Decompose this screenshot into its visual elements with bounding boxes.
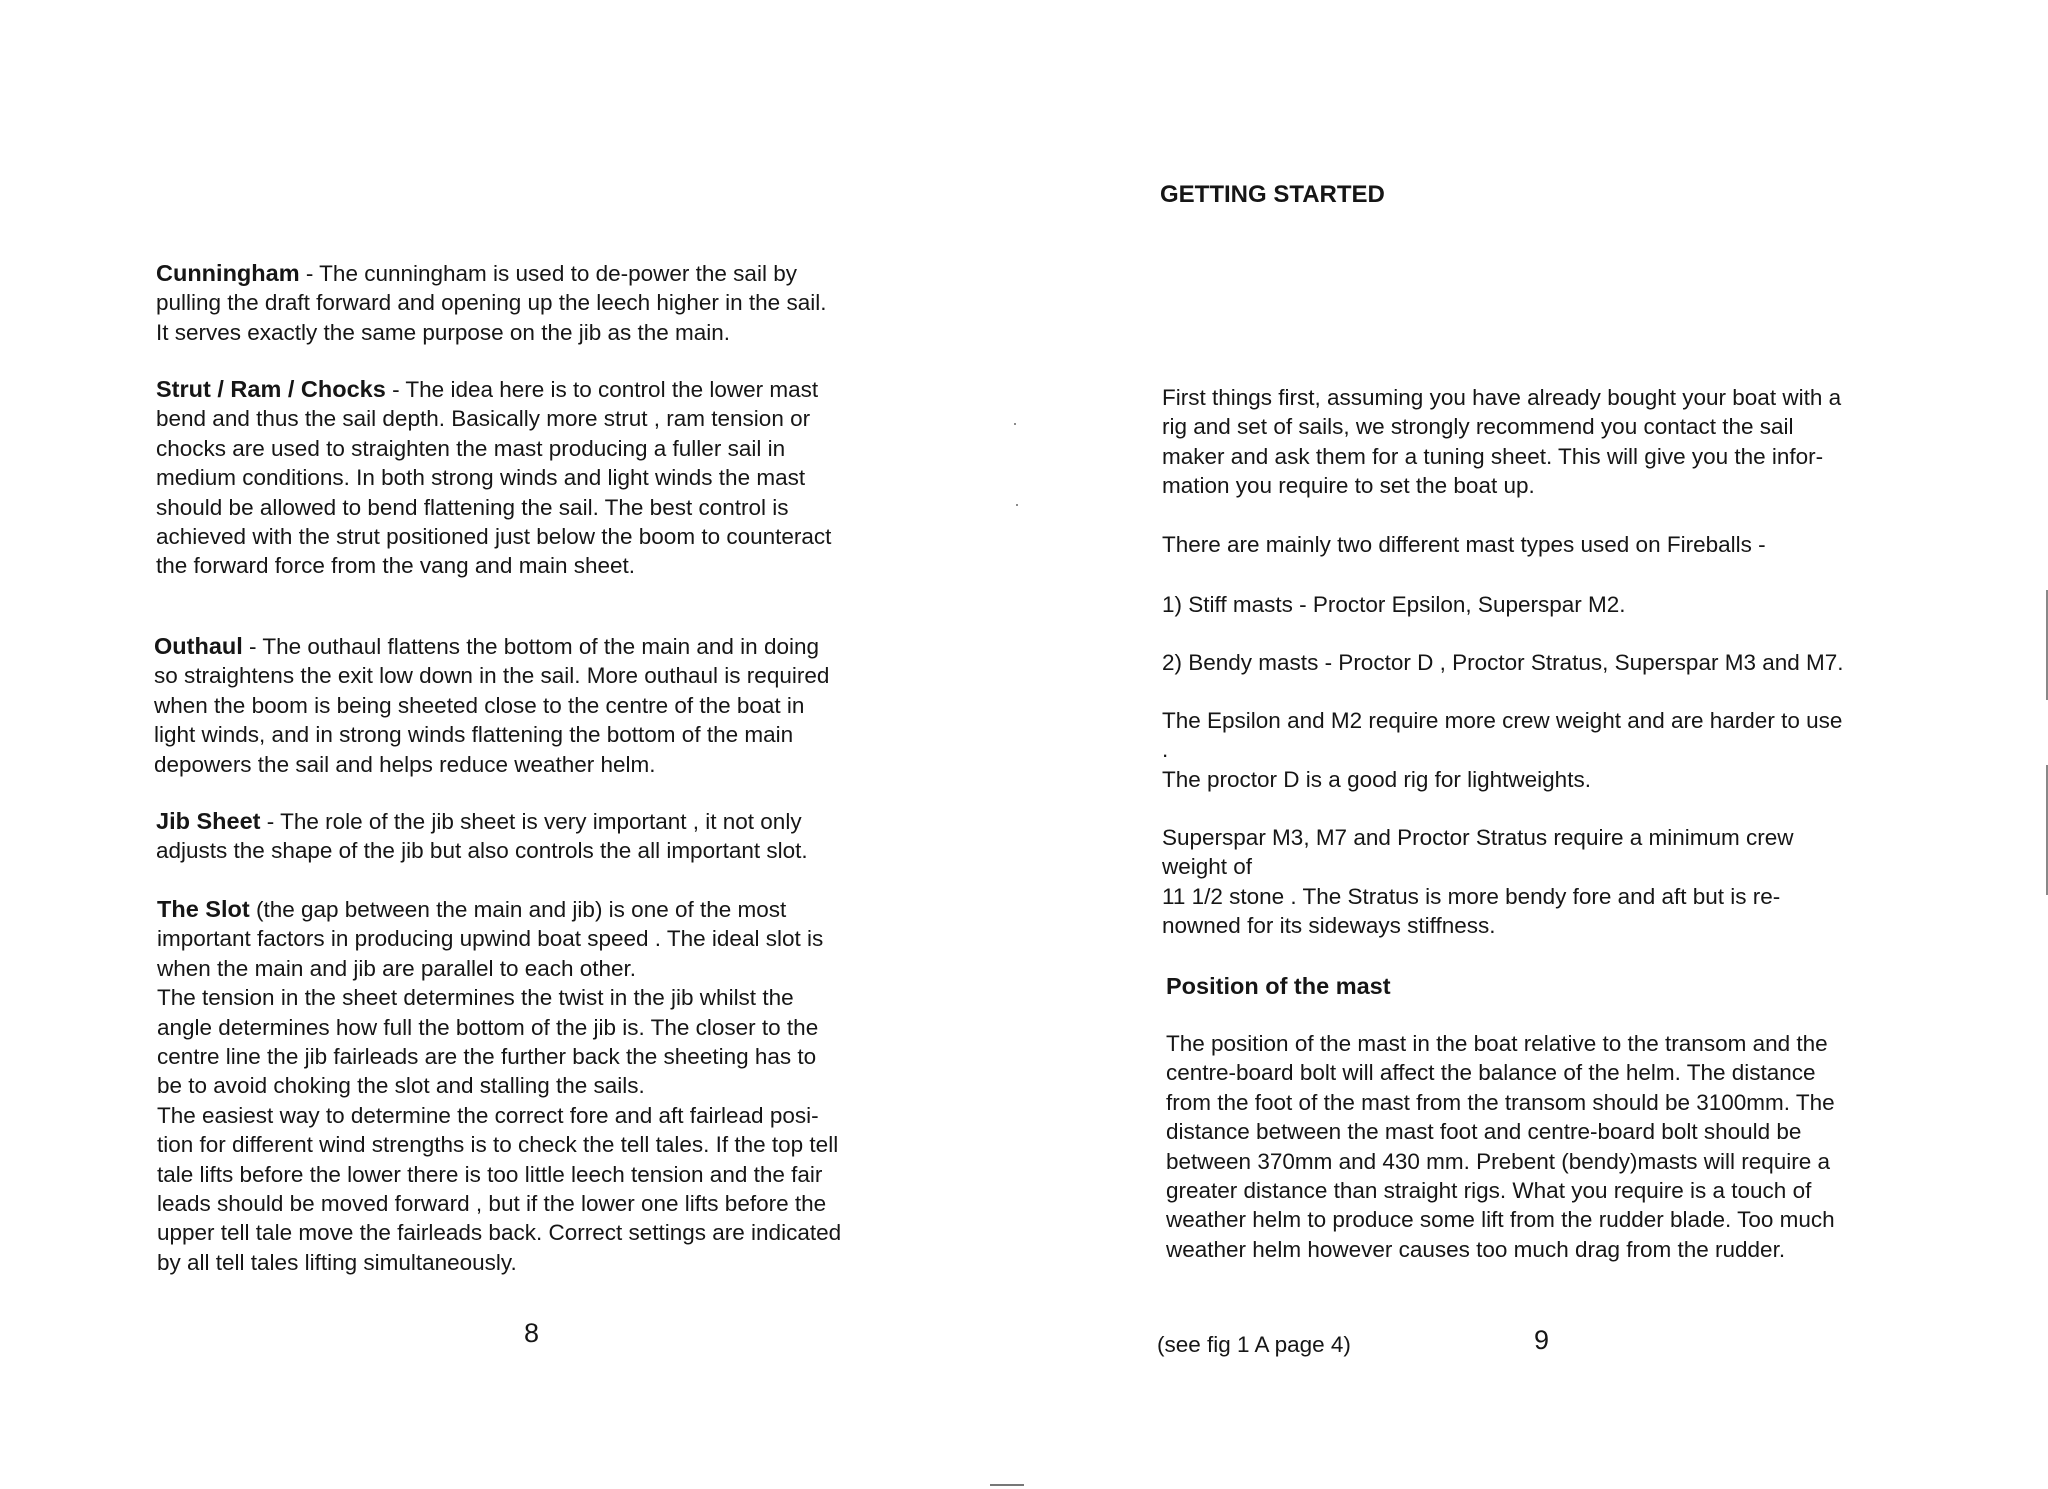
scan-speck — [1016, 504, 1018, 506]
cunningham-paragraph — [156, 259, 916, 347]
outhaul-term: Outhaul — [154, 633, 243, 659]
right-page — [1024, 0, 2048, 1489]
proctor-d-paragraph: The proctor D is a good rig for lightweights. — [1162, 767, 1591, 792]
cunningham-body: - The cunningham is used to de-power the sail by pulling the draft forward and opening up the leech higher in the sail. It serves exactly the same purpose on the jib as the main. — [156, 261, 827, 345]
page-number-left: 8 — [524, 1318, 540, 1348]
slot-term: The Slot — [157, 896, 250, 922]
outhaul-body: - The outhaul flattens the bottom of the main and in doing so straightens the exit low down in the sail. More outhaul is required when the boom is being sheeted close to the centre of the boat in light winds, and in strong winds flattening the bottom of the main depowers the sail and helps reduce weather helm. — [154, 634, 830, 777]
stiff-masts-item: 1) Stiff masts - Proctor Epsilon, Superspar M2. — [1162, 592, 1626, 617]
jib-sheet-body: - The role of the jib sheet is very important , it not only adjusts the shape of the jib but also controls the all important slot. — [156, 809, 808, 864]
scan-bottom-mark — [990, 1484, 1024, 1486]
slot-body: (the gap between the main and jib) is one of the most important factors in producing upwind boat speed . The ideal slot is when the main and jib are parallel to each other. The tension in the sheet determines the twist in the jib whilst the angle determines how full the bottom of the jib is. The closer to the centre line the jib fairleads are the further back the sheeting has to be to avoid choking the slot and stalling the sails. The easiest way to determine the correct fore and aft fairlead posi- tion for different wind strengths is to check the tell tales. If the top tell tale lifts before the lower there is too little leech tension and the fair leads should be moved forward , but if the lower one lifts before the upper tell tale move the fairleads back. Correct settings are indicated by all tell tales lifting simultaneously. — [157, 897, 842, 1275]
epsilon-m2-paragraph: The Epsilon and M2 require more crew weight and are harder to use . — [1162, 708, 1843, 763]
strut-ram-chocks-body: - The idea here is to control the lower mast bend and thus the sail depth. Basically more strut , ram tension or chocks are used to straighten the mast producing a fuller sail in medium conditions. In both strong winds and light winds the mast should be allowed to bend flattening the sail. The best control is achieved with the strut positioned just below the boom to counteract the forward force from the vang and main sheet. — [156, 377, 832, 579]
cunningham-term: Cunningham — [156, 260, 300, 286]
jib-sheet-paragraph — [156, 807, 916, 866]
page-heading: GETTING STARTED — [1160, 181, 1385, 208]
bendy-masts-item: 2) Bendy masts - Proctor D , Proctor Stratus, Superspar M3 and M7. — [1162, 650, 1844, 675]
mast-position-paragraph: The position of the mast in the boat relative to the transom and the centre-board bolt will affect the balance of the helm. The distance from the foot of the mast from the transom should be 3100mm. The distance between the mast foot and centre-board bolt should be between 370mm and 430 mm. Prebent (bendy)masts will require a greater distance than straight rigs. What you require is a touch of weather helm to produce some lift from the rudder blade. Too much weather helm however causes too much drag from the rudder. — [1166, 1031, 1835, 1262]
scan-speck — [1014, 423, 1016, 425]
mast-position-subheading: Position of the mast — [1166, 973, 1391, 999]
page-number-right: 9 — [1534, 1325, 1550, 1355]
outhaul-paragraph — [154, 632, 914, 779]
slot-paragraph — [157, 895, 937, 1277]
strut-ram-chocks-paragraph — [156, 375, 916, 581]
mast-types-paragraph: There are mainly two different mast types used on Fireballs - — [1162, 532, 1766, 557]
strut-ram-chocks-term: Strut / Ram / Chocks — [156, 376, 386, 402]
intro-paragraph: First things first, assuming you have already bought your boat with a rig and set of sails, we strongly recommend you contact the sail maker and ask them for a tuning sheet. This will give you the infor- mation you require to set the boat up. — [1162, 385, 1842, 499]
figure-reference: (see fig 1 A page 4) — [1157, 1332, 1351, 1357]
jib-sheet-term: Jib Sheet — [156, 808, 261, 834]
superspar-stratus-paragraph: Superspar M3, M7 and Proctor Stratus require a minimum crew weight of 11 1/2 stone . The Stratus is more bendy fore and aft but is re- nowned for its sideways stiffness. — [1162, 825, 1794, 939]
